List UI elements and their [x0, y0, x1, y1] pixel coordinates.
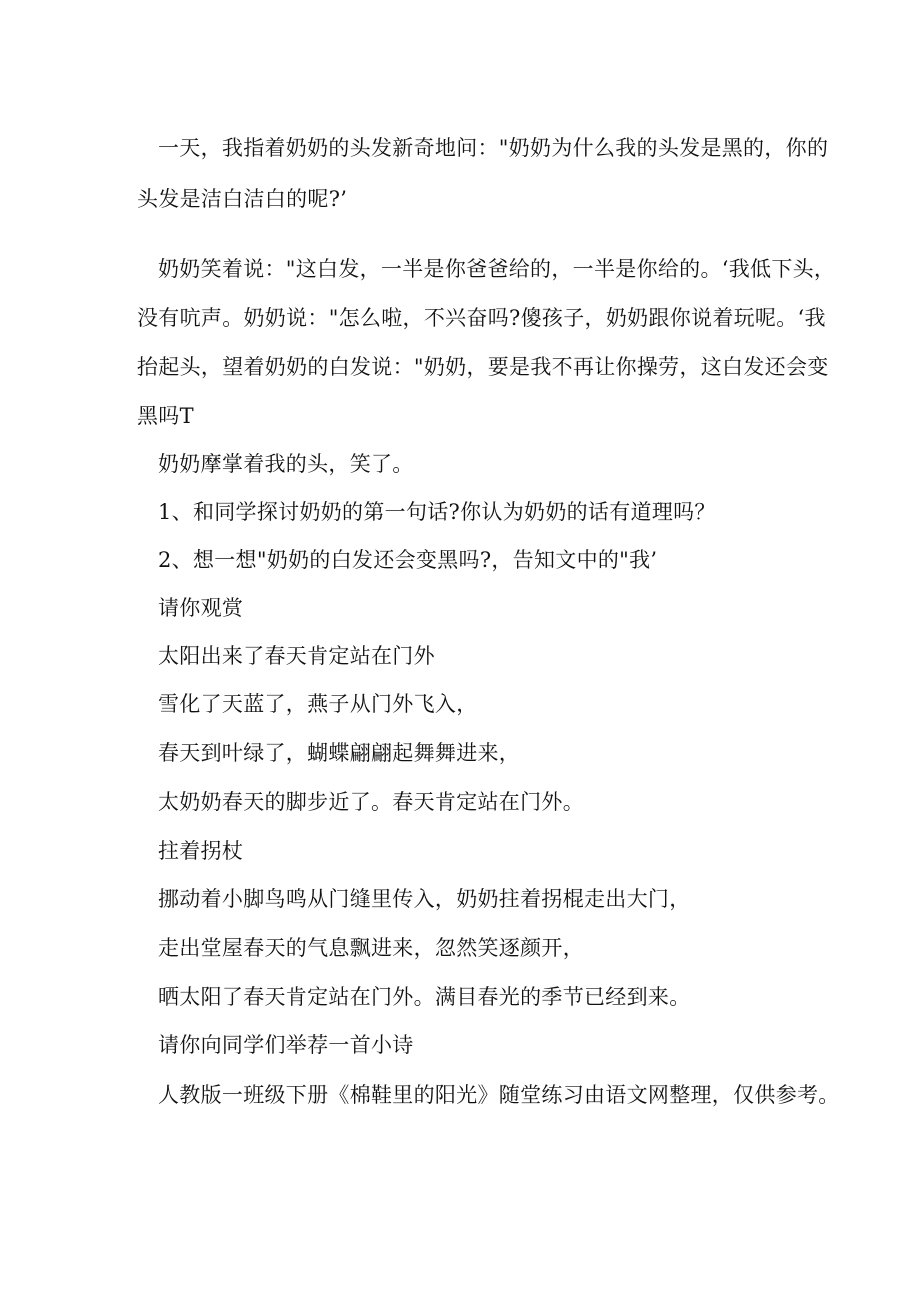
footer-note: 人教版一班级下册《棉鞋里的阳光》随堂练习由语文网整理，仅供参考。 — [158, 1083, 840, 1107]
poem-line: 挪动着小脚鸟鸣从门缝里传入，奶奶拄着拐棍走出大门， — [158, 887, 691, 911]
poem-line: 拄着拐杖 — [158, 839, 244, 863]
paragraph-line: 一天，我指着奶奶的头发新奇地问："奶奶为什么我的头发是黑的，你的 — [158, 136, 829, 160]
paragraph-line: 头发是洁白洁白的呢?’ — [137, 187, 348, 211]
paragraph-line: 抬起头，望着奶奶的白发说："奶奶，要是我不再让你操劳，这白发还会变 — [137, 355, 829, 379]
paragraph-line: 黑吗T — [137, 404, 194, 428]
poem-line: 走出堂屋春天的气息飘进来，忽然笑逐颜开， — [158, 936, 584, 960]
paragraph-line: 奶奶摩掌着我的头，笑了。 — [158, 452, 414, 476]
paragraph-line: 没有吭声。奶奶说："怎么啦，不兴奋吗?傻孩子，奶奶跟你说着玩呢。‘我 — [137, 306, 826, 330]
poem-line: 雪化了天蓝了，燕子从门外飞入， — [158, 692, 478, 716]
paragraph-line: 奶奶笑着说："这白发，一半是你爸爸给的，一半是你给的。‘我低下头， — [158, 257, 836, 281]
poem-line: 晒太阳了春天肯定站在门外。满目春光的季节已经到来。 — [158, 985, 691, 1009]
question-line: 1、和同学探讨奶奶的第一句话?你认为奶奶的话有道理吗？ — [158, 500, 716, 524]
section-heading: 请你向同学们举荐一首小诗 — [158, 1033, 414, 1057]
poem-line: 太奶奶春天的脚步近了。春天肯定站在门外。 — [158, 790, 584, 814]
section-heading: 请你观赏 — [158, 596, 244, 620]
poem-line: 太阳出来了春天肯定站在门外 — [158, 644, 435, 668]
poem-line: 春天到叶绿了，蝴蝶翩翩起舞舞进来， — [158, 741, 521, 765]
question-line: 2、想一想"奶奶的白发还会变黑吗?，告知文中的"我’ — [158, 548, 658, 572]
